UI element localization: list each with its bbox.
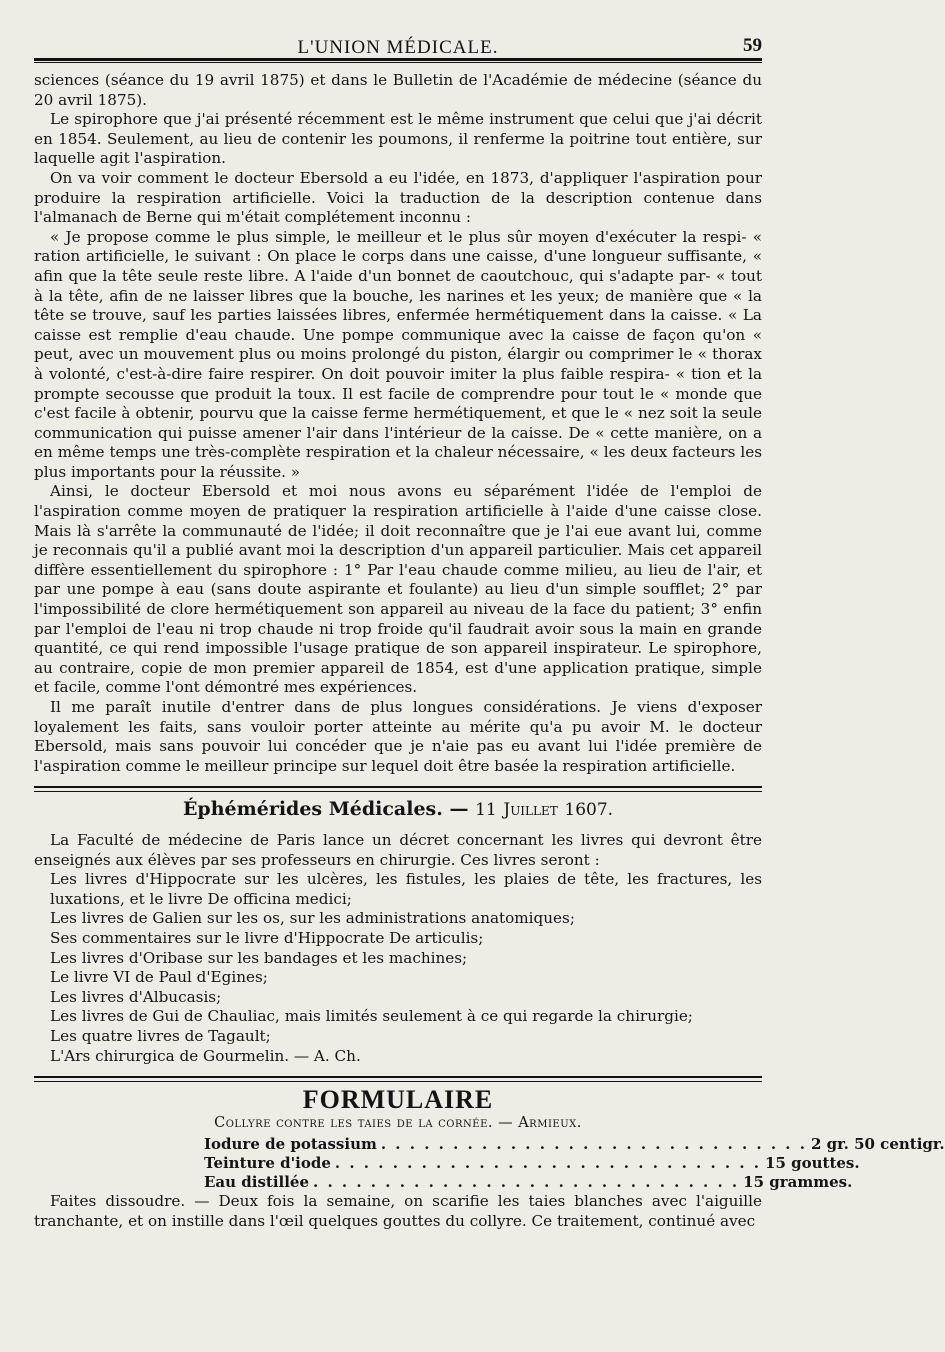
ephemerides-heading [34, 800, 762, 821]
ingredient-qty: 15 gouttes. [765, 1154, 860, 1173]
list-item: Les quatre livres de Tagault; [50, 1026, 271, 1045]
paragraph: On va voir comment le docteur Ebersold a eu l'idée, en 1873, d'appliquer l'aspiration pour produire la respiration artificielle. Voici la traduction de la description contenue dans l'almanach de Berne qui m'était complétement inconnu : [34, 168, 762, 227]
list-item: Les livres de Gui de Chauliac, mais limités seulement à ce qui regarde la chirurgie; [50, 1007, 693, 1026]
paragraph: Le spirophore que j'ai présenté récemment est le même instrument que celui que j'ai décrit en 1854. Seulement, au lieu de contenir les poumons, il renferme la poitrine tout entière, sur laquelle agit l'aspiration. [34, 110, 762, 168]
date-year: 1607. [564, 800, 614, 821]
list-item: Les livres d'Hippocrate sur les ulcères, les fistules, les plaies de tête, les fractures, les luxations, et le livre De officina medici; [50, 870, 762, 908]
recipe-table [204, 1135, 945, 1192]
dot-leader: . . . . . . . . . . . . . . . . . . . . . . . . . . . . . . [380, 1135, 807, 1154]
journal-title: L'UNION MÉDICALE. [297, 37, 499, 58]
page-number: 59 [743, 35, 762, 56]
date-day: 11 [475, 800, 497, 821]
header-rule [34, 58, 762, 61]
dot-leader: . . . . . . . . . . . . . . . . . . . . . . . . . . . . . . [313, 1173, 740, 1192]
section-rule-thin [34, 791, 762, 792]
ephemerides-intro: La Faculté de médecine de Paris lance un décret concernant les livres qui devront être enseignés aux élèves par ses professeurs en chirurgie. Ces livres seront : [34, 830, 762, 869]
paragraph: Il me paraît inutile d'entrer dans de plus longues considérations. Je viens d'exposer loyalement les faits, sans vouloir porter atteinte au mérite qu'a pu avoir M. le docteur Ebersold, mais sans pouvoir lui concéder que je n'aie pas eu avant lui l'idée première de l'aspiration comme le meilleur principe sur lequel doit être basée la respiration artificielle. [34, 698, 762, 775]
ephemerides-title: Éphémérides Médicales. [182, 798, 443, 821]
list-item: Ses commentaires sur le livre d'Hippocrate De articulis; [50, 928, 484, 947]
list-item: Les livres de Galien sur les os, sur les administrations anatomiques; [50, 909, 575, 928]
list-item: L'Ars chirurgica de Gourmelin. — A. Ch. [50, 1046, 361, 1065]
heading-dash: — [449, 798, 469, 821]
article-spirophore [34, 71, 762, 776]
recipe-row [204, 1173, 853, 1192]
list-item: Le livre VI de Paul d'Egines; [50, 968, 268, 987]
dot-leader: . . . . . . . . . . . . . . . . . . . . . . . . . . . . . . [334, 1154, 762, 1173]
ingredient-name: Iodure de potassium [204, 1135, 377, 1154]
ingredient-name: Teinture d'iode [204, 1154, 331, 1173]
header-rule-thin [34, 62, 762, 63]
formula-subtitle: Collyre contre les taies de la cornée. — Armieux. [214, 1114, 582, 1131]
list-item: Les livres d'Albucasis; [50, 987, 222, 1006]
paragraph: sciences (séance du 19 avril 1875) et dans le Bulletin de l'Académie de médecine (séance du 20 avril 1875). [34, 71, 762, 109]
page-header [34, 22, 762, 58]
formula-instructions: Faites dissoudre. — Deux fois la semaine, on scarifie les taies blanches avec l'aiguille tranchante, et on instille dans l'œil quelques gouttes du collyre. Ce traitement, continué avec [34, 1192, 762, 1230]
ingredient-qty: 2 gr. 50 centigr. [810, 1135, 945, 1154]
ingredient-qty: 15 grammes. [743, 1173, 853, 1192]
list-item: Les livres d'Oribase sur les bandages et les machines; [50, 948, 468, 967]
quotation: « Je propose comme le plus simple, le meilleur et le plus sûr moyen d'exécuter la respi- « ration artificielle, le suivant : On place le corps dans une caisse, d'une longueur suffisante, « afin que la tête seule reste libre. A l'aide d'un bonnet de caoutchouc, qui s'adapte par- « tout à la tête, afin de ne laisser libres que la bouche, les narines et les yeux; de manière que « la tête se trouve, sauf les parties laissées libres, enfermée hermétiquement dans la caisse. « La caisse est remplie d'eau chaude. Une pompe communique avec la caisse de façon qu'on « peut, avec un mouvement plus ou moins prolongé du piston, élargir ou comprimer le « thorax à volonté, c'est-à-dire faire respirer. On doit pouvoir imiter la plus faible respira- « tion et la prompte secousse que produit la toux. Il est facile de comprendre pour tout le « monde que c'est facile à obtenir, pourvu que la caisse ferme hermétiquement, et que le « nez soit la seule communication qui puisse amener l'air dans l'intérieur de la caisse. De « cette manière, on a en même temps une très-complète respiration et la chaleur nécessaire, « les deux facteurs les plus importants pour la réussite. » [34, 227, 762, 481]
recipe-row [204, 1135, 945, 1154]
section-rule-thin [34, 1081, 762, 1082]
recipe-row [204, 1154, 860, 1173]
section-rule [34, 786, 762, 788]
book-list [34, 870, 762, 1066]
formulaire-title: FORMULAIRE [302, 1085, 494, 1115]
section-rule [34, 1076, 762, 1078]
paragraph: Ainsi, le docteur Ebersold et moi nous avons eu séparément l'idée de l'emploi de l'aspiration comme moyen de pratiquer la respiration artificielle à l'aide d'une caisse close. Mais là s'arrête la communauté de l'idée; il doit reconnaître que je l'ai eue avant lui, comme je reconnais qu'il a publié avant moi la description d'un appareil particulier. Mais cet appareil diffère essentiellement du spirophore : 1° Par l'eau chaude comme milieu, au lieu de l'air, et par une pompe à eau (sans doute aspirante et foulante) au lieu d'un simple soufflet; 2° par l'impossibilité de clore hermétiquement son appareil au niveau de la face du patient; 3° enfin par l'emploi de l'eau ni trop chaude ni trop froide qu'il faudrait avoir sous la main en grande quantité, ce qui rend impossible l'usage pratique de son appareil inspirateur. Le spirophore, au contraire, copie de mon premier appareil de 1854, est d'une application pratique, simple et facile, comme l'ont démontré mes expériences. [34, 482, 762, 697]
date-month: Juillet [503, 800, 558, 821]
ingredient-name: Eau distillée [204, 1173, 310, 1192]
